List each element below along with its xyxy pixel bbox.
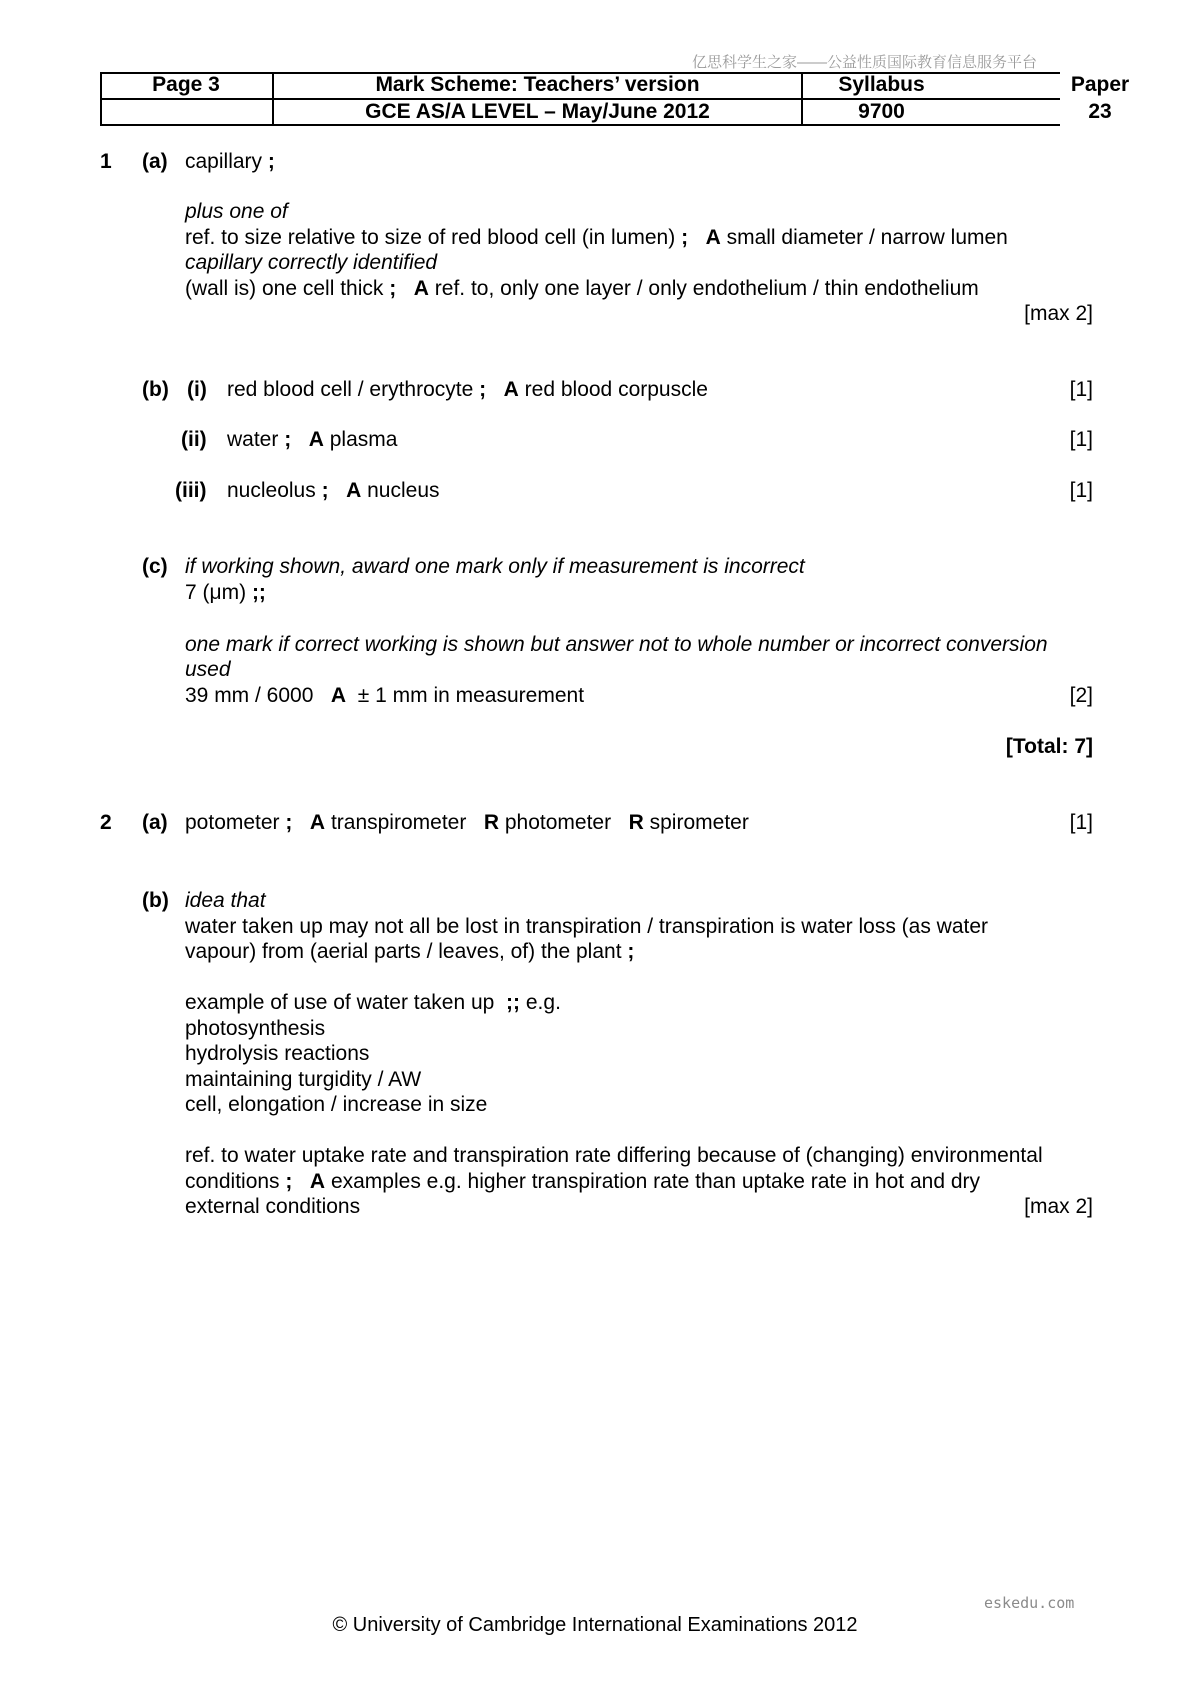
answer-text: external conditions — [185, 1195, 361, 1218]
header-paper-label: Paper — [1070, 73, 1130, 96]
header-table — [100, 72, 1140, 126]
example-item: maintaining turgidity / AW — [185, 1068, 422, 1091]
header-paper: 23 — [1088, 100, 1112, 123]
note-text: one mark if correct working is shown but answer not to whole number or incorrect conversion — [185, 633, 1048, 656]
note-text: capillary correctly identified — [185, 251, 438, 274]
header-syllabus: 9700 — [858, 100, 905, 123]
answer-line — [185, 149, 275, 175]
header-exam: GCE AS/A LEVEL – May/June 2012 — [365, 100, 710, 123]
header-syllabus-label: Syllabus — [838, 73, 925, 96]
mark-allocation: [1] — [1069, 479, 1093, 502]
answer-line — [185, 683, 584, 709]
watermark-bottom: eskedu.com — [984, 1594, 1075, 1612]
accept-marker: A — [308, 428, 324, 451]
accept-text: nucleus — [367, 479, 440, 502]
answer-line — [185, 990, 561, 1016]
accept-text: ref. to, only one layer / only endothelium / thin endothelium — [434, 277, 979, 300]
part-label: (b) — [142, 889, 169, 912]
example-item: cell, elongation / increase in size — [185, 1093, 488, 1116]
answer-text: e.g. — [525, 991, 561, 1014]
mark-separator: ; — [479, 378, 487, 401]
answer-text: conditions — [185, 1170, 280, 1193]
example-item: hydrolysis reactions — [185, 1042, 370, 1065]
accept-text: examples e.g. higher transpiration rate than uptake rate in hot and dry — [330, 1170, 980, 1193]
subpart-label: (iii) — [175, 479, 207, 502]
question-number: 1 — [100, 150, 112, 173]
answer-text: 7 (μm) — [185, 581, 247, 604]
header-page: Page 3 — [152, 73, 220, 96]
mark-allocation: [1] — [1069, 428, 1093, 451]
mark-separator: ; — [267, 150, 275, 173]
accept-marker: A — [309, 811, 326, 834]
answer-text: example of use of water taken up — [185, 991, 495, 1014]
accept-marker: A — [413, 277, 429, 300]
reject-marker: R — [628, 811, 644, 834]
answer-text: potometer — [185, 811, 280, 834]
note-text: used — [185, 658, 231, 681]
note-text: plus one of — [185, 200, 288, 223]
answer-text: capillary — [185, 150, 263, 173]
mark-allocation: [max 2] — [1024, 302, 1093, 325]
part-label: (c) — [142, 555, 168, 578]
accept-marker: A — [346, 479, 362, 502]
mark-allocation: [max 2] — [1024, 1195, 1093, 1218]
answer-text: ref. to size relative to size of red blood cell (in lumen) — [185, 226, 676, 249]
answer-line — [185, 1169, 980, 1195]
mark-allocation: [1] — [1069, 378, 1093, 401]
accept-text: red blood corpuscle — [524, 378, 708, 401]
mark-separator: ; — [627, 940, 635, 963]
accept-text: ± 1 mm in measurement — [357, 684, 585, 707]
subpart-label: (i) — [187, 378, 207, 401]
answer-line — [227, 377, 708, 403]
note-text: idea that — [185, 889, 266, 912]
answer-text: ref. to water uptake rate and transpiration rate differing because of (changing) environmental — [185, 1144, 1043, 1167]
example-item: photosynthesis — [185, 1017, 326, 1040]
mark-allocation: [2] — [1069, 684, 1093, 707]
answer-line — [185, 580, 266, 606]
reject-marker: R — [483, 811, 500, 834]
mark-separator: ;; — [506, 991, 521, 1014]
watermark-top: 亿思科学生之家——公益性质国际教育信息服务平台 — [692, 54, 1038, 71]
answer-line — [185, 225, 1008, 251]
mark-separator: ; — [284, 428, 292, 451]
answer-line — [185, 276, 979, 302]
answer-line — [227, 478, 440, 504]
header-title: Mark Scheme: Teachers’ version — [375, 73, 700, 96]
reject-text: spirometer — [649, 811, 749, 834]
reject-text: photometer — [504, 811, 612, 834]
part-label: (a) — [142, 150, 168, 173]
answer-text: water — [227, 428, 279, 451]
question-number: 2 — [100, 811, 112, 834]
mark-allocation: [1] — [1069, 811, 1093, 834]
accept-text: plasma — [329, 428, 398, 451]
mark-separator: ; — [389, 277, 397, 300]
note-text: if working shown, award one mark only if measurement is incorrect — [185, 555, 805, 578]
answer-line — [227, 427, 397, 453]
answer-line — [185, 810, 749, 836]
question-total: [Total: 7] — [1005, 735, 1093, 758]
answer-text: vapour) from (aerial parts / leaves, of) the plant — [185, 940, 622, 963]
answer-text: water taken up may not all be lost in transpiration / transpiration is water loss (as water — [185, 915, 989, 938]
footer-copyright: © University of Cambridge International Examinations 2012 — [332, 1614, 858, 1636]
working-text: 39 mm / 6000 — [185, 684, 314, 707]
accept-text: transpirometer — [330, 811, 467, 834]
mark-separator: ; — [285, 1170, 293, 1193]
part-label: (a) — [142, 811, 168, 834]
part-label: (b) — [142, 378, 169, 401]
answer-text: red blood cell / erythrocyte — [227, 378, 474, 401]
answer-text: nucleolus — [227, 479, 316, 502]
mark-separator: ; — [681, 226, 689, 249]
answer-line — [185, 939, 634, 965]
answer-text: (wall is) one cell thick — [185, 277, 384, 300]
subpart-label: (ii) — [181, 428, 207, 451]
accept-marker: A — [705, 226, 721, 249]
accept-marker: A — [503, 378, 519, 401]
mark-separator: ; — [321, 479, 329, 502]
mark-separator: ;; — [251, 581, 266, 604]
accept-text: small diameter / narrow lumen — [726, 226, 1008, 249]
mark-separator: ; — [285, 811, 293, 834]
accept-marker: A — [330, 684, 347, 707]
accept-marker: A — [309, 1170, 326, 1193]
